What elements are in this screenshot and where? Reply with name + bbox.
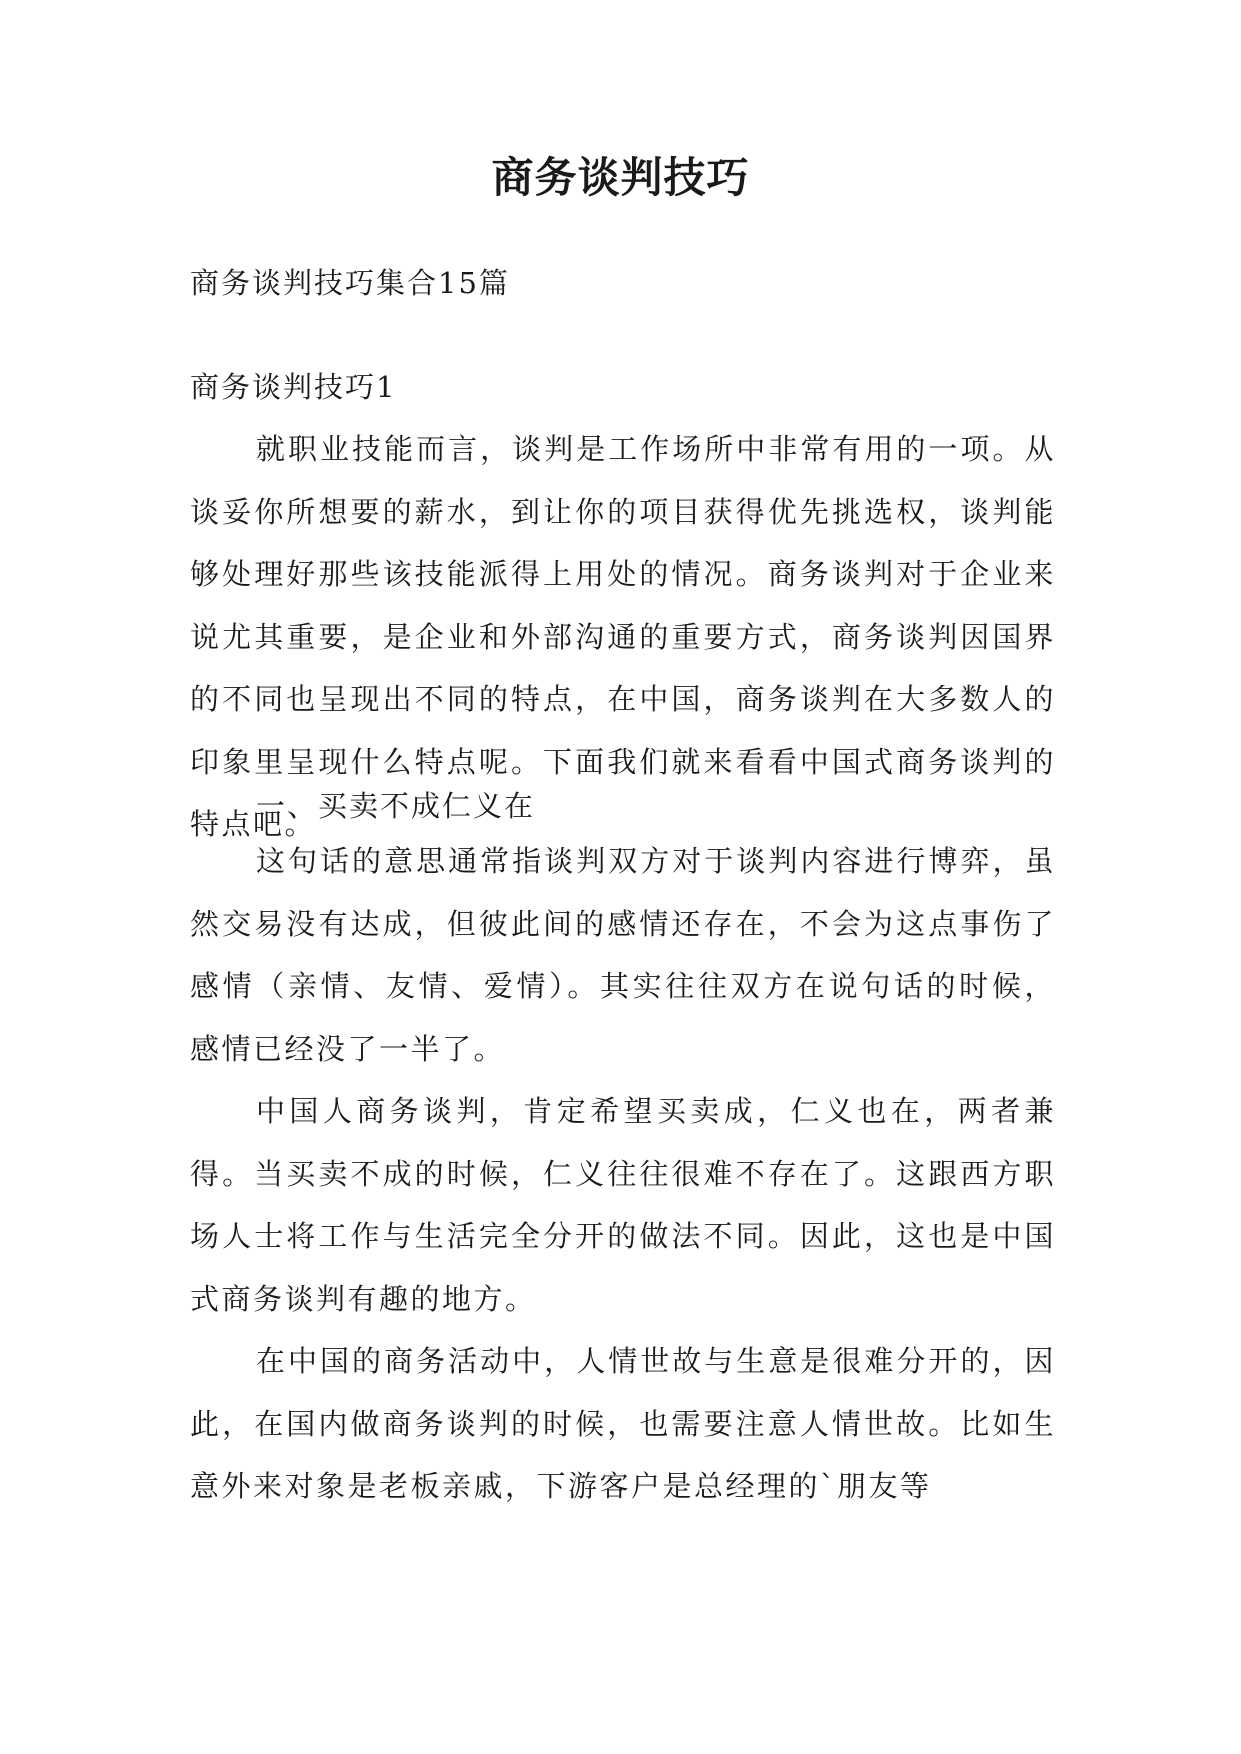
document-title: 商务谈判技巧 <box>491 153 750 202</box>
paragraph-2: 这句话的意思通常指谈判双方对于谈判内容进行博弈，虽然交易没有达成，但彼此间的感情还存在，不会为这点事伤了感情（亲情、友情、爱情）。其实往往双方在说句话的时候，感情已经没了一半了。 <box>190 844 1056 1066</box>
paragraph-4: 在中国的商务活动中，人情世故与生意是很难分开的，因此，在国内做商务谈判的时候，也需要注意人情世故。比如生意外来对象是老板亲戚，下游客户是总经理的`朋友等 <box>190 1344 1056 1503</box>
paragraph-intro: 就职业技能而言，谈判是工作场所中非常有用的一项。从谈妥你所想要的薪水，到让你的项目获得优先挑选权，谈判能够处理好那些该技能派得上用处的情况。商务谈判对于企业来说尤其重要，是企业和外部沟通的重要方式，商务谈判因国界的不同也呈现出不同的特点，在中国，商务谈判在大多数人的印象里呈现什么特点呢。下面我们就来看看中国式商务谈判的特点吧。 <box>190 432 1056 841</box>
section-title: 商务谈判技巧1 <box>190 370 397 404</box>
document-subtitle: 商务谈判技巧集合15篇 <box>190 266 510 300</box>
subheading-1: 一、买卖不成仁义在 <box>256 789 536 823</box>
paragraph-3: 中国人商务谈判，肯定希望买卖成，仁义也在，两者兼得。当买卖不成的时候，仁义往往很难不存在了。这跟西方职场人士将工作与生活完全分开的做法不同。因此，这也是中国式商务谈判有趣的地方。 <box>190 1094 1056 1316</box>
